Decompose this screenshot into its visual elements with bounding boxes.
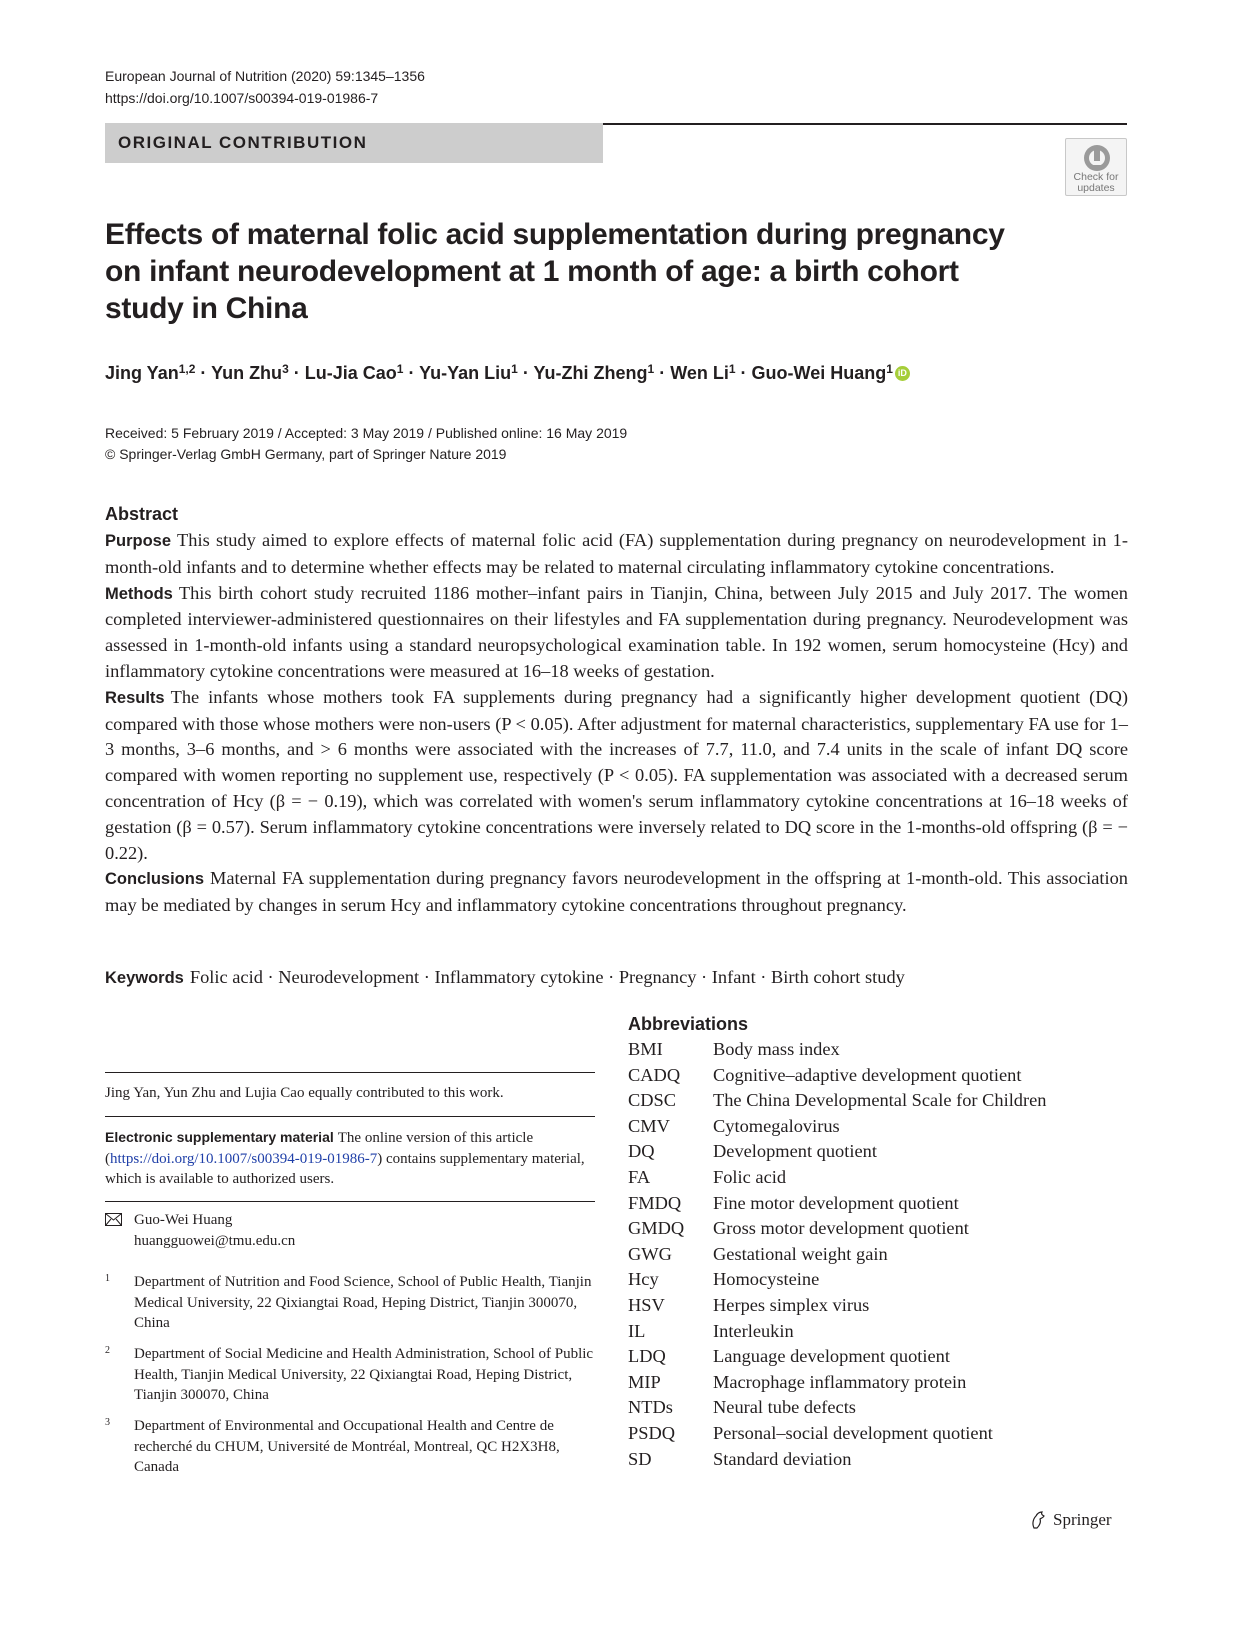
abbreviation-term: FA bbox=[628, 1166, 651, 1187]
publication-dates bbox=[105, 423, 627, 465]
abbreviation-term: MIP bbox=[628, 1371, 661, 1392]
abbreviation-definition: Gross motor development quotient bbox=[713, 1218, 969, 1239]
abbreviation-term: SD bbox=[628, 1448, 652, 1469]
abbreviation-term: HSV bbox=[628, 1294, 665, 1315]
affiliation-number: 1 bbox=[105, 1273, 110, 1284]
abbreviation-definition: Cognitive–adaptive development quotient bbox=[713, 1064, 1022, 1085]
purpose-text: This study aimed to explore effects of maternal folic acid (FA) supplementation during pregnancy on neurodevelopment in 1-month-old infants and to determine whether effects may be related to maternal circulating inflammatory cytokine concentrations. bbox=[105, 530, 1128, 577]
author-name[interactable]: Guo-Wei Huang bbox=[751, 363, 887, 383]
purpose-label: Purpose bbox=[105, 532, 172, 550]
author-separator: · bbox=[288, 363, 305, 383]
publisher-name: Springer bbox=[1053, 1510, 1112, 1529]
author-name[interactable]: Wen Li bbox=[670, 363, 729, 383]
abbreviation-definition: Interleukin bbox=[713, 1320, 794, 1341]
author-separator: · bbox=[403, 363, 420, 383]
author-affiliation: 1,2 bbox=[178, 362, 196, 376]
abbreviation-definition: Development quotient bbox=[713, 1141, 877, 1162]
abbreviation-term: CADQ bbox=[628, 1064, 681, 1085]
abbreviation-definition: Herpes simplex virus bbox=[713, 1294, 870, 1315]
abbreviation-term: CMV bbox=[628, 1115, 670, 1136]
abbreviation-definition: Folic acid bbox=[713, 1166, 787, 1187]
corresponding-author-name: Guo-Wei Huang bbox=[134, 1212, 233, 1228]
author-affiliation: 1 bbox=[511, 362, 518, 376]
author-name[interactable]: Yu-Yan Liu bbox=[419, 363, 512, 383]
section-banner bbox=[105, 123, 603, 163]
abstract-body bbox=[105, 528, 1128, 919]
journal-citation: European Journal of Nutrition (2020) 59:1345–1356 bbox=[105, 68, 425, 84]
results-text: The infants whose mothers took FA supplements during pregnancy had a significantly higher development quotient (DQ) compared with those whose mothers were non-users (P < 0.05). After adjustment for maternal characteristics, supplementary FA use for 1–3 months, 3–6 months, and > 6 months were associated with the increases of 7.7, 11.0, and 7.4 units in the scale of infant DQ score compared with women reporting no supplement use, respectively (P < 0.05). FA supplementation was associated with a decreased serum concentration of Hcy (β = − 0.19), which was correlated with women's serum inflammatory cytokine concentrations at 16–18 weeks of gestation (β = 0.57). Serum inflammatory cytokine concentrations were inversely related to DQ score in the 1-months-old offspring (β = − 0.22). bbox=[105, 686, 1128, 863]
abstract-methods bbox=[105, 581, 1128, 685]
author-separator: · bbox=[654, 363, 671, 383]
affiliation-text: Department of Nutrition and Food Science, School of Public Health, Tianjin Medical University, 22 Qixiangtai Road, Heping District, Tianjin 300070, China bbox=[134, 1274, 592, 1331]
abbreviation-term: CDSC bbox=[628, 1090, 677, 1111]
abbreviation-definition: Gestational weight gain bbox=[713, 1243, 888, 1264]
abstract-heading: Abstract bbox=[105, 504, 179, 524]
methods-text: This birth cohort study recruited 1186 mother–infant pairs in Tianjin, China, between July 2015 and July 2017. The women completed interviewer-administered questionnaires on their lifestyles and FA supplementation during pregnancy. Neurodevelopment was assessed in 1-month-old infants using a standard neuropsychological examination table. In 192 women, serum homocysteine (Hcy) and inflammatory cytokine concentrations were measured at 16–18 weeks of gestation. bbox=[105, 582, 1128, 681]
abbreviation-definition: Language development quotient bbox=[713, 1346, 950, 1367]
abbreviation-term: GWG bbox=[628, 1243, 672, 1264]
author-affiliation: 3 bbox=[282, 362, 289, 376]
check-for-updates-badge[interactable] bbox=[1065, 138, 1127, 196]
author-name[interactable]: Yu-Zhi Zheng bbox=[533, 363, 648, 383]
author-list bbox=[105, 361, 1125, 385]
abstract-section bbox=[105, 502, 1128, 919]
esm-link[interactable]: https://doi.org/10.1007/s00394-019-01986-7 bbox=[110, 1150, 378, 1167]
abbreviation-definition: Neural tube defects bbox=[713, 1397, 856, 1418]
affiliation-text: Department of Social Medicine and Health Administration, School of Public Health, Tianjin Medical University, 22 Qixiangtai Road, Heping District, Tianjin 300070, China bbox=[134, 1346, 594, 1403]
article-title: Effects of maternal folic acid supplementation during pregnancy on infant neurodevelopment at 1 month of age: a birth cohort study in China bbox=[105, 218, 1005, 325]
abbreviation-term: LDQ bbox=[628, 1346, 666, 1367]
author-affiliation: 1 bbox=[728, 362, 736, 376]
author-separator: · bbox=[195, 363, 212, 383]
abbreviation-definition: Homocysteine bbox=[713, 1269, 820, 1290]
esm-text-post: ) contains supplementary material, which is available to authorized users. bbox=[105, 1150, 585, 1187]
dates-line: Received: 5 February 2019 / Accepted: 3 May 2019 / Published online: 16 May 2019 bbox=[105, 425, 628, 441]
author-affiliation: 1 bbox=[886, 362, 893, 376]
abbreviation-definition: Macrophage inflammatory protein bbox=[713, 1371, 967, 1392]
author-name[interactable]: Jing Yan bbox=[105, 363, 179, 383]
abbreviation-term: BMI bbox=[628, 1039, 663, 1059]
keywords bbox=[105, 964, 1128, 991]
abbreviation-definition: Personal–social development quotient bbox=[713, 1422, 993, 1443]
results-label: Results bbox=[105, 688, 165, 707]
methods-label: Methods bbox=[105, 584, 173, 603]
author-affiliation: 1 bbox=[396, 362, 404, 376]
abbreviation-definition: Body mass index bbox=[713, 1039, 840, 1059]
envelope-icon bbox=[105, 1213, 122, 1226]
abbreviation-definition: The China Developmental Scale for Children bbox=[713, 1090, 1047, 1111]
author-separator: · bbox=[735, 363, 752, 383]
check-for-updates-label: Check for updates bbox=[1073, 171, 1119, 194]
header-rule bbox=[573, 123, 1127, 125]
check-for-updates-icon bbox=[1082, 143, 1112, 173]
corresponding-author-email[interactable]: huangguowei@tmu.edu.cn bbox=[134, 1232, 296, 1249]
affiliation-number: 2 bbox=[105, 1345, 110, 1356]
conclusions-text: Maternal FA supplementation during pregnancy favors neurodevelopment in the offspring at 1-month-old. This association may be mediated by changes in serum Hcy and inflammatory cytokine concentrations throughout pregnancy. bbox=[105, 868, 1128, 916]
author-name[interactable]: Lu-Jia Cao bbox=[304, 363, 397, 383]
affiliation-number: 3 bbox=[105, 1417, 110, 1428]
affiliation-text: Department of Environmental and Occupational Health and Centre de recherché du CHUM, Université de Montréal, Montreal, QC H2X3H8, Canada bbox=[134, 1418, 560, 1475]
author-name[interactable]: Yun Zhu bbox=[211, 363, 283, 383]
copyright-line: © Springer-Verlag GmbH Germany, part of Springer Nature 2019 bbox=[105, 446, 507, 462]
abstract-conclusions bbox=[105, 866, 1128, 919]
abbreviation-definition: Fine motor development quotient bbox=[713, 1192, 959, 1213]
abbreviation-term: GMDQ bbox=[628, 1218, 685, 1239]
abstract-purpose bbox=[105, 528, 1128, 581]
abbreviation-term: PSDQ bbox=[628, 1422, 676, 1443]
footnote-rule bbox=[105, 1201, 595, 1202]
abstract-results bbox=[105, 685, 1128, 867]
esm-label: Electronic supplementary material bbox=[105, 1129, 334, 1145]
footnote-rule bbox=[105, 1072, 595, 1073]
author-affiliation: 1 bbox=[647, 362, 655, 376]
abbreviation-term: DQ bbox=[628, 1141, 655, 1162]
esm-text-pre: The online version of this article ( bbox=[105, 1130, 534, 1167]
keywords-label: Keywords bbox=[105, 969, 184, 987]
abbreviation-term: FMDQ bbox=[628, 1192, 682, 1213]
abbreviation-definition: Standard deviation bbox=[713, 1448, 852, 1469]
section-label: ORIGINAL CONTRIBUTION bbox=[118, 133, 368, 152]
keywords-text: Folic acid · Neurodevelopment · Inflammatory cytokine · Pregnancy · Infant · Birth cohort study bbox=[189, 967, 905, 987]
abbreviations-heading: Abbreviations bbox=[628, 1014, 749, 1034]
abbreviation-term: IL bbox=[628, 1320, 646, 1341]
supplementary-material-note bbox=[105, 1127, 595, 1190]
equal-contribution-note: Jing Yan, Yun Zhu and Lujia Cao equally contributed to this work. bbox=[105, 1085, 504, 1101]
springer-horse-icon bbox=[1028, 1510, 1048, 1530]
abbreviation-definition: Cytomegalovirus bbox=[713, 1115, 840, 1136]
article-doi-link[interactable]: https://doi.org/10.1007/s00394-019-01986-7 bbox=[105, 90, 379, 106]
author-separator: · bbox=[517, 363, 534, 383]
abbreviation-term: NTDs bbox=[628, 1397, 673, 1418]
orcid-icon[interactable]: iD bbox=[895, 366, 910, 381]
conclusions-label: Conclusions bbox=[105, 870, 205, 889]
footnote-rule bbox=[105, 1116, 595, 1117]
abbreviation-term: Hcy bbox=[628, 1269, 659, 1290]
